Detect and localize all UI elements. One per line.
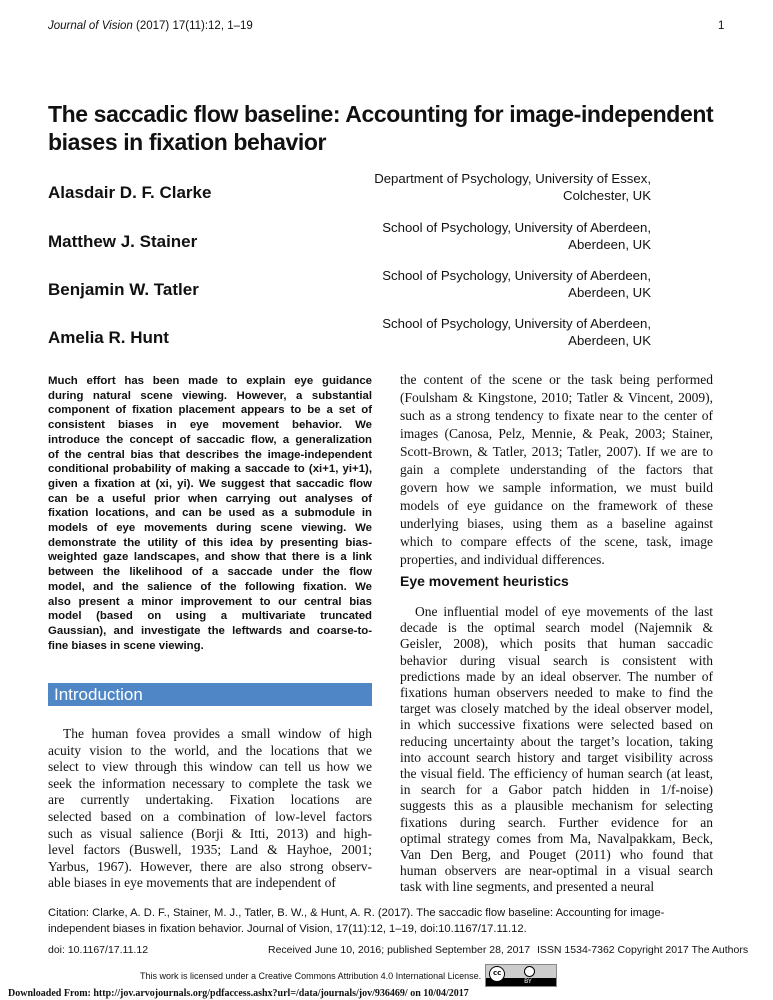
text-line: into account search history and target visibility across [400,749,713,765]
text-line: predictions made by an ideal observer. The number of [400,668,713,684]
text-line: models of eye movements during scene viewing. We [48,522,372,535]
introduction-text [48,726,372,892]
text-line: during natural scene viewing. However, a substantial [48,389,372,402]
cc-by-badge-icon[interactable]: cc BY [485,964,557,987]
text-line: Scott-Brown, & Tatler, 2013; Tatler, 2007). If we are to [400,444,713,459]
text-line: Geisler, 2008), which posits that human saccadic [400,636,713,652]
text-line: conditional probability of making a saccade to (xi+1, yi+1), [48,463,372,476]
doi[interactable]: doi: 10.1167/17.11.12 [48,944,149,956]
text-line: given a fixation at (xi, yi). We suggest that saccadic flow [48,477,372,490]
text-line: target was closely matched by the ideal observer model, [400,701,713,717]
author-affiliation [374,170,651,204]
text-line: the content of the scene or the task being performed [400,372,713,387]
introduction-heading: Introduction [48,683,372,706]
affiliation-line: Colchester, UK [563,188,651,203]
author-affiliation [382,219,651,253]
text-line: seek the information necessary to complete the task we [48,775,372,791]
text-line: task with line segments, and presented a neural [400,879,655,895]
running-header: Journal of Vision (2017) 17(11):12, 1–19 [48,20,253,32]
text-line: models of eye guidance on the framework of these [400,498,713,513]
text-line: Van Den Berg, and Pouget (2011) who found that [400,847,713,863]
abstract [48,374,372,653]
text-line: are currently undertaking. Fixation locations are [48,792,372,808]
text-line: properties, and individual differences. [400,552,605,567]
text-line: reducing uncertainty about the target’s location, taking [400,733,713,749]
text-line: The human fovea provides a small window of high [63,726,372,741]
text-line: of the central bias that describes the image-independent [48,448,372,461]
text-line: optimal strategy comes from Ma, Navalpakkam, Beck, [400,830,713,846]
heuristics-text [400,604,713,896]
author-name: Matthew J. Stainer [48,232,198,251]
text-line: can be a useful prior when carrying out analyses of [48,492,372,505]
text-line: fine biases in scene viewing. [48,639,204,652]
affiliation-line: Department of Psychology, University of Essex, [374,171,651,186]
text-line: level factors (Buswell, 1935; Land & Hayhoe, 2001; [48,842,372,858]
text-line: consistent biases in eye movement behavior. We [48,419,372,432]
citation: Citation: Clarke, A. D. F., Stainer, M. J., Tatler, B. W., & Hunt, A. R. (2017). The saccadic flow baseline: Accounting for image- independent biases in fixation behavior. Journal of Vision, 17(11):12, 1–19, doi:10.1167/17.11.12. [48,907,665,935]
affiliation-line: Aberdeen, UK [568,333,651,348]
text-line: Gaussian), and investigate the leftwards and coarse-to- [48,624,372,637]
issn-copyright: ISSN 1534-7362 Copyright 2017 The Authors [537,944,749,956]
text-line: also present a minor improvement to our central bias [48,595,372,608]
text-line: acuity vision to the world, and the locations that we [48,742,372,758]
text-line: between the likelihood of a saccade under the flow [48,566,372,579]
license-row [140,964,557,987]
text-line: images (Canosa, Pelz, Mennie, & Peak, 2003; Stainer, [400,426,713,441]
text-line: component of fixation placement appears to be a set of [48,404,372,417]
text-line: decade is the optimal search model (Najemnik & [400,620,713,636]
text-line: Yarbus, 1967). However, there are also strong observ- [48,858,372,874]
author-name: Benjamin W. Tatler [48,280,199,299]
text-line: suggests this as a plausible mechanism for selecting [400,798,713,814]
text-line: underlying biases, using them as a baseline against [400,516,713,531]
text-line: in search for a Gabor patch hidden in 1/f-noise) [400,782,713,798]
affiliation-line: School of Psychology, University of Aberdeen, [382,220,651,235]
text-line: demonstrate the utility of this idea by presenting bias- [48,536,372,549]
text-line: fixations during search. Further evidence for an [400,814,713,830]
text-line: Much effort has been made to explain eye guidance [48,375,372,387]
author-name: Amelia R. Hunt [48,328,169,347]
text-line: (Foulsham & Kingstone, 2010; Tatler & Vincent, 2009), [400,390,713,405]
intro-continued-text [400,371,713,569]
text-line: fixation locations, and can be used as a submodule in [48,507,372,520]
received-date: Received June 10, 2016; published September 28, 2017 [268,944,531,956]
text-line: gain a complete understanding of the factors that [400,462,713,477]
paper-title: The saccadic flow baseline: Accounting for image-independent biases in fixation behavior [48,101,714,155]
affiliation-line: School of Psychology, University of Aberdeen, [382,268,651,283]
author-affiliation [382,315,651,349]
author-affiliation [382,267,651,301]
text-line: which to compare effects of the scene, task, image [400,534,713,549]
text-line: human observers are near-optimal in a visual search [400,863,713,879]
affiliation-line: School of Psychology, University of Aberdeen, [382,316,651,331]
text-line: model (based on using a multivariate truncated [48,610,372,623]
text-line: weighted gaze landscapes, and show that there is a link [48,551,372,564]
text-line: the visual field. The efficiency of human search (at least, [400,766,713,782]
text-line: able biases in eye movements that are independent of [48,875,336,891]
author-name: Alasdair D. F. Clarke [48,183,212,202]
text-line: model, and the salience of the following fixation. We [48,580,372,593]
text-line: such as a strong tendency to fixate near to the center of [400,408,713,423]
text-line: govern how we sample information, we must build [400,480,713,495]
license-text[interactable]: This work is licensed under a Creative Commons Attribution 4.0 International License. [140,970,482,981]
download-source: Downloaded From: http://jov.arvojournals.org/pdfaccess.ashx?url=/data/journals/jov/936469/ on 10/04/2017 [8,988,469,999]
text-line: in which successive fixations were selected based on [400,717,713,733]
text-line: introduce the concept of saccadic flow, a generalization [48,433,372,446]
text-line: select to view through this window can tell us how we [48,759,372,775]
page-number: 1 [718,20,725,32]
text-line: One influential model of eye movements of the last [415,604,713,619]
text-line: behavior during visual search is consistent with [400,652,713,668]
text-line: such as visual salience (Borji & Itti, 2013) and high- [48,825,372,841]
section-heading: Eye movement heuristics [400,573,569,589]
text-line: fixations human observers needed to make to find the [400,685,713,701]
text-line: selected based on a combination of low-level factors [48,808,372,824]
affiliation-line: Aberdeen, UK [568,237,651,252]
affiliation-line: Aberdeen, UK [568,285,651,300]
